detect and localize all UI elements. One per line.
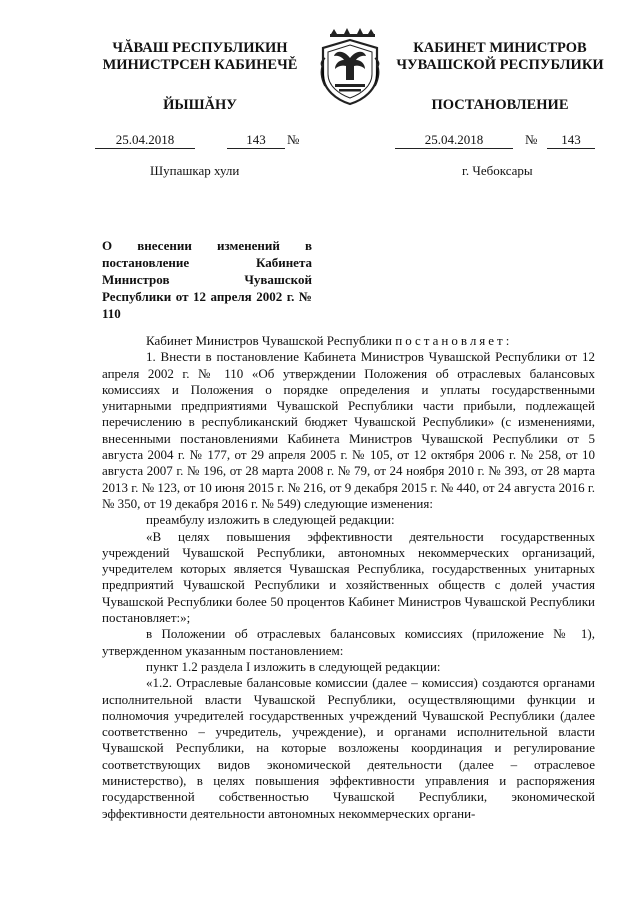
intro-paragraph [102,333,595,349]
number-sign-right: № [525,132,538,147]
intro-decree-word: постановляет: [395,333,513,348]
date-left: 25.04.2018 [95,132,195,149]
number-sign-left: № [287,132,300,147]
paragraph-5: пункт 1.2 раздела I изложить в следующей редакции: [146,658,441,674]
city-chuvash: Шупашкар хули [150,163,240,178]
city-russian: г. Чебоксары [462,163,533,178]
intro-prefix: Кабинет Министров Чувашской Республики [146,333,392,348]
issuer-russian-line2: ЧУВАШСКОЙ РЕСПУБЛИКИ [396,57,604,73]
number-right: 143 [547,132,595,149]
number-left: 143 [227,132,285,149]
chuvash-coat-of-arms-icon [317,28,383,106]
paragraph-4: в Положении об отраслевых балансовых комиссиях (приложение № 1), утвержденном указанным постановлением: [102,626,595,658]
issuer-russian [390,40,610,74]
date-number-line-left [95,133,310,149]
issuer-russian-line1: КАБИНЕТ МИНИСТРОВ [413,40,587,56]
paragraph-6: «1.2. Отраслевые балансовые комиссии (далее – комиссия) создаются органами исполнительной власти Чувашской Республики, осуществляющими функции и полномочия учредителей государственных учреждений Чувашской Республики (далее соответственно – учредитель, учреждение), и органами исполнительной власти Чувашской Республики, на которые возложены координация и регулирование соответствующих видов экономической деятельности (далее – отраслевое министерство), в целях повышения эффективности управления и распоряжения государственной собственностью Чувашской Республики, экономической эффективности деятельности автономных некоммерческих органи- [102,675,595,821]
date-number-line-right [395,133,610,149]
document-body [102,333,595,822]
document-title: О внесении изменений в постановление Кабинета Министров Чувашской Республики от 12 апреля 2002 г. № 110 [102,238,312,321]
paragraph-3: «В целях повышения эффективности деятельности государственных учреждений Чувашской Республики, автономных некоммерческих организаций, учредителем которых является Чувашская Республика, государственных унитарных предприятий Чувашской Республики и хозяйственных обществ с долей участия Чувашской Республики более 50 процентов Кабинет Министров Чувашской Республики постановляет:»; [102,528,595,626]
date-right: 25.04.2018 [395,132,513,149]
doc-type-chuvash: ЙЫШĂНУ [163,97,237,113]
paragraph-2: преамбулу изложить в следующей редакции: [146,512,395,528]
issuer-chuvash-line1: ЧĂВАШ РЕСПУБЛИКИН [112,40,288,56]
issuer-chuvash [95,40,305,74]
doc-type-russian: ПОСТАНОВЛЕНИЕ [431,97,569,113]
issuer-chuvash-line2: МИНИСТРСЕН КАБИНЕЧĚ [102,57,298,73]
paragraph-1: 1. Внести в постановление Кабинета Министров Чувашской Республики от 12 апреля 2002 г. № 110 «Об утверждении Положения об отраслевых балансовых комиссиях и Положения о порядке определения и уплаты государственными унитарными предприятиями Чувашской Республики части прибыли, подлежащей перечислению в республиканский бюджет Чувашской Республики» (с изменениями, внесенными постановлениями Кабинета Министров Чувашской Республики от 5 августа 2004 г. № 177, от 29 апреля 2005 г. № 105, от 12 октября 2006 г. № 258, от 10 августа 2007 г. № 196, от 28 марта 2008 г. № 79, от 24 ноября 2010 г. № 393, от 28 марта 2013 г. № 123, от 10 июня 2015 г. № 216, от 9 декабря 2015 г. № 440, от 24 августа 2016 г. № 350, от 19 декабря 2016 г. № 549) следующие изменения: [102,349,595,511]
